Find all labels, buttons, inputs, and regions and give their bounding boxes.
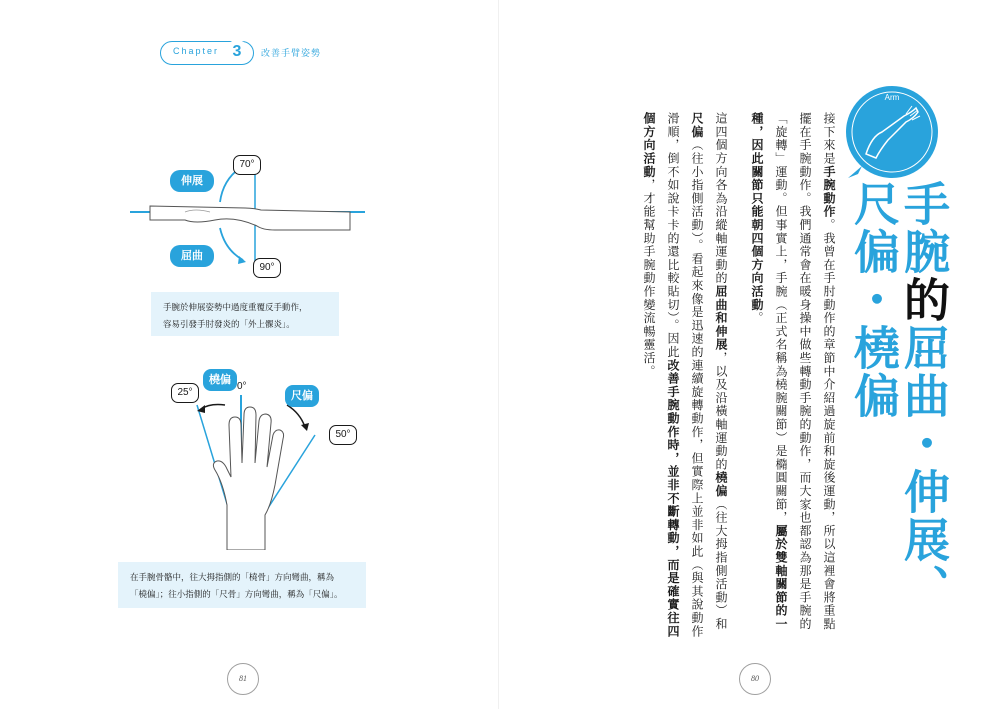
chapter-pill	[160, 41, 254, 65]
title-part-of: 的	[897, 276, 951, 324]
p2-seg-4: （往大拇指側活動）和	[714, 497, 728, 631]
p2-seg-7: 改善手腕動作時，並非不斷轉動，而是確實往四個方向活動	[642, 112, 680, 639]
caption-figure2-line1: 在手腕骨骼中，往大拇指側的「橈骨」方向彎曲，稱為	[130, 573, 335, 583]
p2-seg-0: 這四個方向各為沿縱軸運動的	[714, 112, 728, 285]
p2-seg-8: ，才能幫助手腕動作變流暢靈活。	[642, 178, 656, 378]
figure-flexion-extension	[125, 150, 365, 285]
angle-extension: 70°	[233, 155, 261, 175]
paragraph-1	[745, 112, 841, 642]
body-text	[601, 112, 841, 642]
chapter-number: 3	[225, 40, 249, 64]
title-part-wrist: 手腕	[897, 180, 951, 276]
p2-seg-5: 尺偏	[690, 112, 704, 139]
page-number-left: 81	[227, 663, 259, 695]
arm-badge	[846, 86, 938, 178]
title-part-flexion-extension: 屈曲・伸展、	[897, 324, 951, 612]
caption-figure1	[151, 292, 339, 336]
left-page	[0, 0, 499, 709]
caption-figure2	[118, 562, 366, 608]
p1-seg-0: 接下來是	[822, 112, 836, 166]
label-flexion: 屈曲	[170, 245, 214, 267]
title-part-deviation: 尺偏・橈偏	[847, 180, 901, 420]
page-number-right: 80	[739, 663, 771, 695]
angle-ulnar: 50°	[329, 425, 357, 445]
angle-flexion: 90°	[253, 258, 281, 278]
caption-figure1-line2: 容易引發手肘發炎的「外上髁炎」。	[163, 320, 295, 330]
angle-zero: 0°	[237, 381, 247, 392]
chapter-title: 改善手臂姿勢	[261, 49, 322, 59]
p1-seg-3: 屬於雙軸關節的一種，因此關節只能朝四個方向活動	[750, 112, 788, 631]
arm-badge-label: Arm	[884, 93, 900, 102]
p1-seg-2: 。我曾在手肘動作的章節中介紹過旋前和旋後運動，所以這裡會將重點擺在手腕動作。我們通常會在暖身操中做些轉動手腕的動作，而大家也都認為那是手腕的「旋轉」運動。但事實上，手腕（正式名稱為橈腕關節）是橢圓關節，	[774, 112, 836, 631]
title-column-2	[849, 180, 899, 420]
title-column-1	[899, 180, 949, 612]
p2-seg-1: 屈曲和伸展	[714, 284, 728, 352]
right-page	[499, 0, 999, 709]
label-radial-deviation: 橈偏	[203, 369, 237, 391]
label-extension: 伸展	[170, 170, 214, 192]
paragraph-2	[637, 112, 733, 642]
p2-seg-3: 橈偏	[714, 471, 728, 498]
chapter-word: Chapter	[173, 46, 220, 56]
arm-icon	[846, 86, 938, 178]
p1-seg-1: 手腕動作	[822, 165, 836, 219]
p1-seg-4: 。	[750, 311, 764, 325]
p2-seg-6: （往小指側活動）。看起來像是迅速的連續旋轉動作，但實際上並非如此（與其說動作滑順，倒不如說卡卡的還比較貼切）。因此	[666, 112, 704, 639]
p2-seg-2: ，以及沿橫軸運動的	[714, 351, 728, 472]
caption-figure1-line1: 手腕於伸展姿勢中過度重覆反手動作，	[163, 303, 308, 313]
caption-figure2-line2: 「橈偏」；往小指側的「尺骨」方向彎曲，稱為「尺偏」。	[130, 590, 343, 600]
label-ulnar-deviation: 尺偏	[285, 385, 319, 407]
badge-pointer	[848, 166, 862, 178]
angle-radial: 25°	[171, 383, 199, 403]
figure-radial-ulnar	[165, 365, 365, 550]
